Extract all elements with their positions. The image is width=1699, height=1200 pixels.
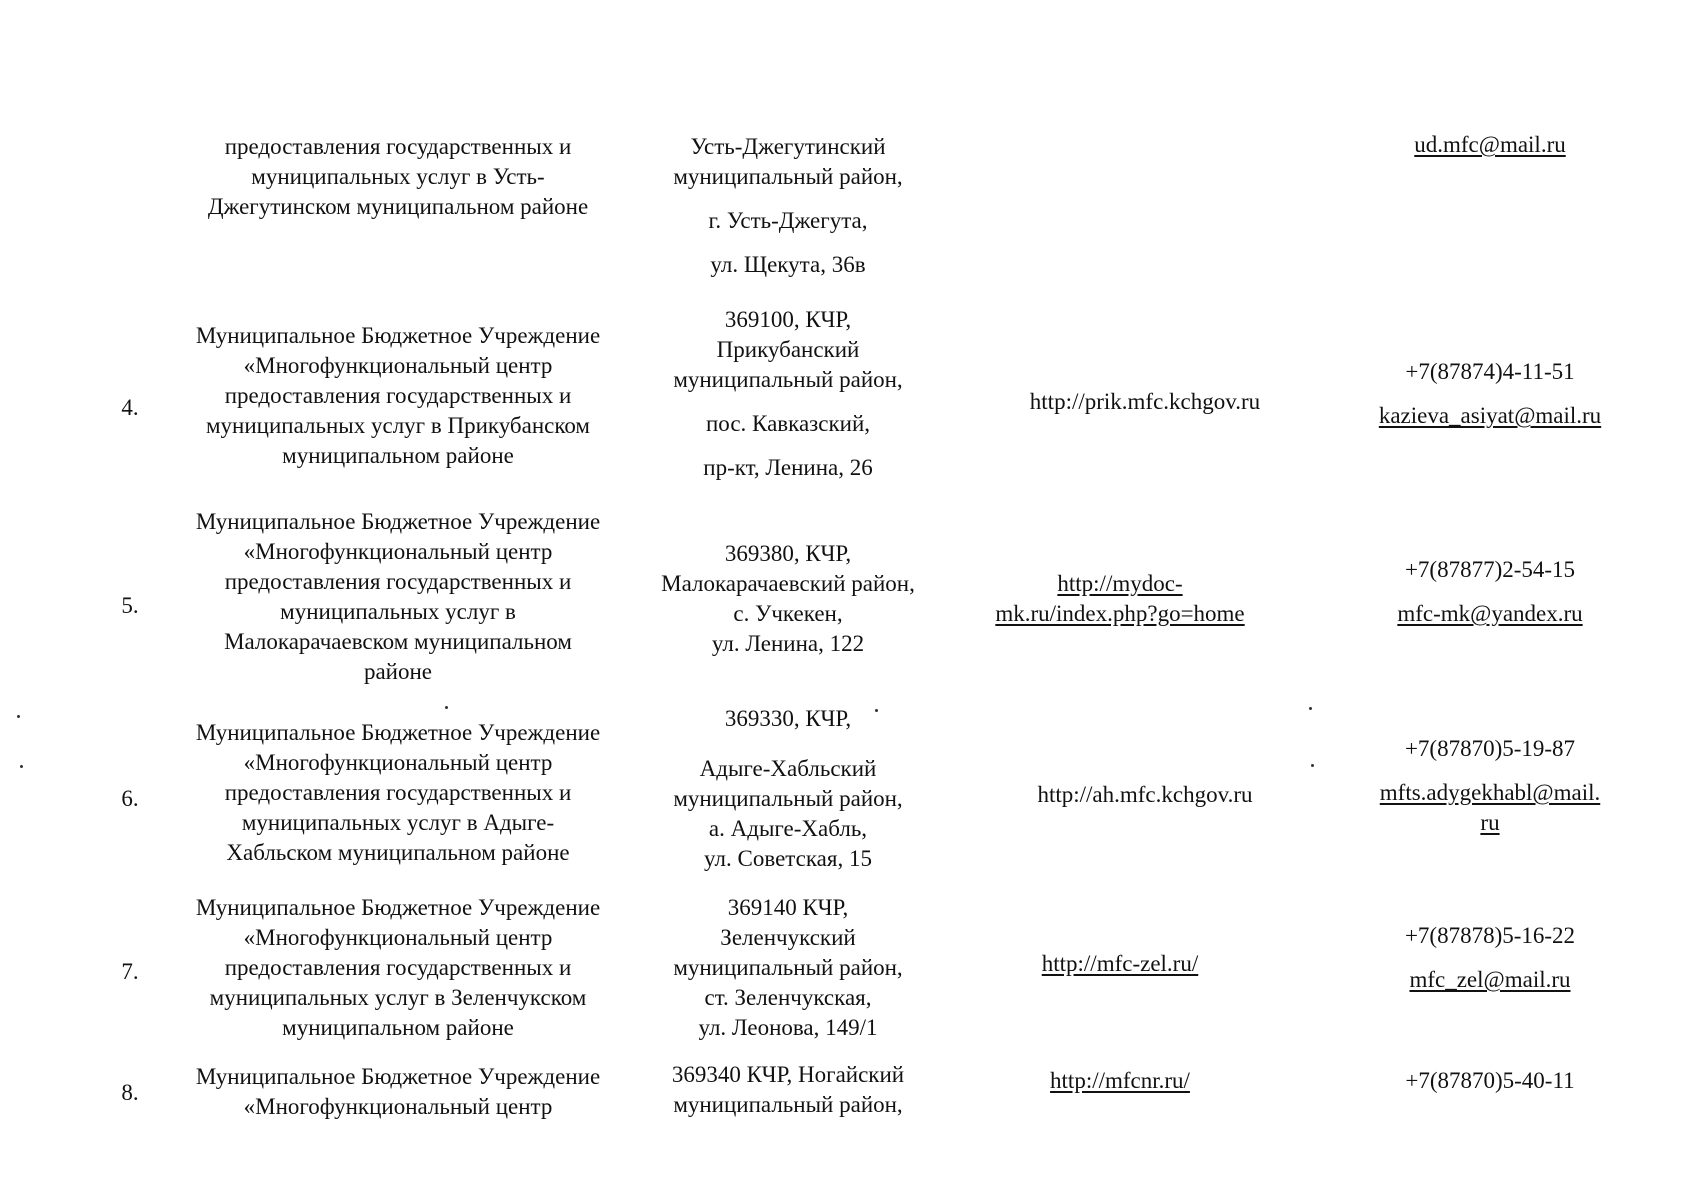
text-line: Муниципальное Бюджетное Учреждение (195, 1064, 601, 1089)
text-line: ул. Советская, 15 (704, 846, 872, 871)
text-line: Малокарачаевском муниципальном (224, 629, 572, 654)
organization-contacts (1320, 1066, 1660, 1096)
email-link[interactable]: ud.mfc@mail.ru (1414, 132, 1566, 157)
text-line: «Многофункциональный центр (243, 925, 553, 950)
text-line: Адыге-Хабльский (699, 756, 877, 781)
organization-name (168, 321, 628, 471)
text-line: муниципальный район, (673, 164, 903, 189)
text-line: муниципальном районе (282, 1015, 514, 1040)
scan-speck (445, 706, 448, 709)
text-line: ул. Леонова, 149/1 (698, 1015, 878, 1040)
organization-name (168, 893, 628, 1043)
organization-name (168, 507, 628, 687)
text-line: пр-кт, Ленина, 26 (703, 455, 873, 480)
text-line: «Многофункциональный центр (243, 353, 553, 378)
text-line: Малокарачаевский район, (661, 571, 915, 596)
phone-number: +7(87870)5-40-11 (1405, 1068, 1575, 1093)
text-line: предоставления государственных и (224, 955, 572, 980)
organization-website (985, 387, 1305, 417)
organization-name (168, 718, 628, 868)
organization-name (168, 132, 628, 222)
scan-speck (17, 715, 20, 718)
organization-address (638, 132, 938, 280)
text-line: ул. Ленина, 122 (711, 631, 865, 656)
text-line: «Многофункциональный центр (243, 539, 553, 564)
text-line: предоставления государственных и (224, 780, 572, 805)
phone-number: +7(87874)4-11-51 (1405, 359, 1575, 384)
text-line: Муниципальное Бюджетное Учреждение (195, 720, 601, 745)
scan-speck (1311, 764, 1314, 767)
phone-number: +7(87877)2-54-15 (1404, 557, 1576, 582)
organization-contacts (1320, 734, 1660, 838)
text-line: 369340 КЧР, Ногайский (671, 1062, 905, 1087)
organization-address (638, 893, 938, 1043)
organization-address (638, 539, 938, 659)
scan-speck (1309, 707, 1312, 710)
text-line: Муниципальное Бюджетное Учреждение (195, 323, 601, 348)
text-line: предоставления государственных и (224, 569, 572, 594)
organization-address (638, 704, 938, 874)
text-line: 369100, КЧР, (724, 307, 852, 332)
text-line: предоставления государственных и (224, 383, 572, 408)
text-line: муниципальных услуг в Прикубанском (206, 413, 590, 438)
text-line: муниципальных услуг в Усть- (251, 164, 545, 189)
email-link[interactable]: ru (1480, 810, 1500, 835)
text-line: муниципальных услуг в Зеленчукском (209, 985, 587, 1010)
text-line: районе (363, 659, 433, 684)
organization-address (638, 1060, 938, 1120)
text-line: Зеленчукский (720, 925, 856, 950)
text-line: Муниципальное Бюджетное Учреждение (195, 509, 601, 534)
text-line: Усть-Джегутинский (690, 134, 886, 159)
text-line: предоставления государственных и (224, 134, 572, 159)
text-line: Хабльском муниципальном районе (226, 840, 570, 865)
organization-website (965, 949, 1275, 979)
website-link[interactable]: http://mydoc- (1057, 571, 1183, 596)
email-link[interactable]: mfts.adygekhabl@mail. (1379, 780, 1601, 805)
website-link[interactable]: http://mfcnr.ru/ (1050, 1068, 1190, 1093)
row-number: 6. (121, 786, 139, 811)
text-line: муниципальный район, (673, 1092, 903, 1117)
text-line: «Многофункциональный центр (243, 1094, 553, 1119)
text-line: Прикубанский (716, 337, 860, 362)
phone-number: +7(87878)5-16-22 (1404, 923, 1576, 948)
text-line: г. Усть-Джегута, (708, 208, 868, 233)
text-line: муниципальный район, (673, 786, 903, 811)
text-line: 369380, КЧР, (724, 541, 852, 566)
scan-speck (20, 765, 23, 768)
organization-website (965, 1066, 1275, 1096)
text-line: ст. Зеленчукская, (704, 985, 872, 1010)
website-link[interactable]: http://mfc-zel.ru/ (1041, 951, 1199, 976)
row-number: 8. (121, 1080, 139, 1105)
organization-name (168, 1062, 628, 1122)
text-line: Джегутинском муниципальном районе (207, 194, 589, 219)
row-number: 7. (121, 959, 139, 984)
text-line: пос. Кавказский, (705, 411, 871, 436)
website-link[interactable]: http://prik.mfc.kchgov.ru (1029, 389, 1261, 414)
text-line: 369330, КЧР, (724, 706, 852, 731)
email-link[interactable]: mfc_zel@mail.ru (1409, 967, 1571, 992)
text-line: 369140 КЧР, (727, 895, 849, 920)
phone-number: +7(87870)5-19-87 (1404, 736, 1576, 761)
text-line: муниципальных услуг в (280, 599, 516, 624)
website-link[interactable]: http://ah.mfc.kchgov.ru (1037, 782, 1253, 807)
text-line: Муниципальное Бюджетное Учреждение (195, 895, 601, 920)
organization-website (965, 569, 1275, 629)
organization-contacts (1320, 921, 1660, 995)
text-line: муниципальных услуг в Адыге- (241, 810, 555, 835)
email-link[interactable]: kazieva_asiyat@mail.ru (1378, 403, 1602, 428)
row-number: 4. (121, 395, 139, 420)
organization-contacts (1320, 357, 1660, 431)
text-line: а. Адыге-Хабль, (708, 816, 868, 841)
organization-contacts (1320, 555, 1660, 629)
text-line: муниципальный район, (673, 367, 903, 392)
email-link[interactable]: mfc-mk@yandex.ru (1397, 601, 1583, 626)
organization-contacts (1320, 130, 1660, 160)
text-line: ул. Щекута, 36в (710, 252, 866, 277)
scan-speck (875, 709, 878, 712)
text-line: «Многофункциональный центр (243, 750, 553, 775)
row-number: 5. (121, 593, 139, 618)
website-link[interactable]: mk.ru/index.php?go=home (995, 601, 1245, 626)
organization-website (985, 780, 1305, 810)
organization-address (638, 305, 938, 483)
text-line: муниципальный район, (673, 955, 903, 980)
text-line: муниципальном районе (282, 443, 514, 468)
text-line: с. Учкекен, (733, 601, 843, 626)
